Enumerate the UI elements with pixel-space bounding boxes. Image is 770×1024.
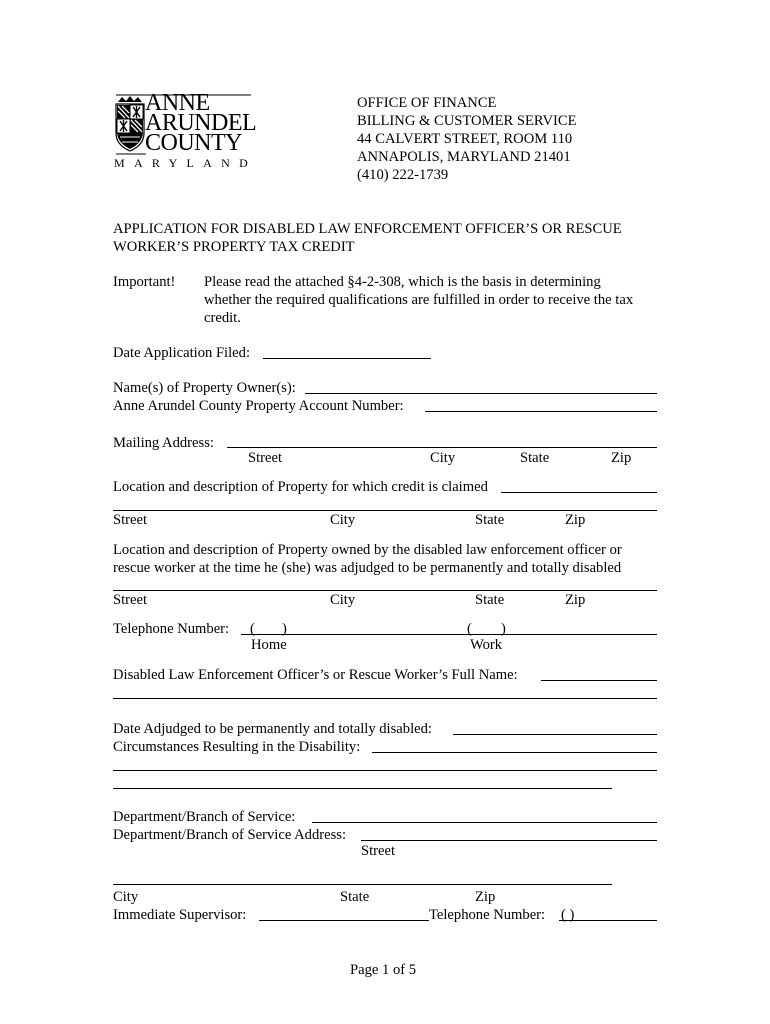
mailing-state-caption: State (520, 450, 550, 466)
home-phone-caption: Home (251, 637, 287, 653)
location-state-caption: State (475, 512, 505, 528)
circumstances-field-3[interactable] (113, 788, 612, 789)
dept-city-caption: City (113, 889, 139, 905)
page-number: Page 1 of 5 (350, 962, 417, 978)
telephone-field[interactable] (241, 634, 657, 635)
work-area-open-paren: ( (467, 621, 472, 637)
owned-zip-caption: Zip (565, 592, 586, 608)
account-number-label: Anne Arundel County Property Account Number: (113, 398, 404, 414)
location-owned-label-2: rescue worker at the time he (she) was adjudged to be permanently and totally disabled (113, 560, 622, 576)
owned-state-caption: State (475, 592, 505, 608)
logo-word-arundel: ARUNDEL (145, 110, 257, 136)
account-number-field[interactable] (425, 411, 657, 412)
important-text-2: whether the required qualifications are fulfilled in order to receive the tax (204, 292, 634, 308)
telephone-label: Telephone Number: (113, 621, 230, 637)
supervisor-label: Immediate Supervisor: (113, 907, 247, 923)
circumstances-field-2[interactable] (113, 770, 657, 771)
important-text-3: credit. (204, 310, 241, 326)
supervisor-field[interactable] (259, 920, 429, 921)
location-credit-field[interactable] (501, 492, 657, 493)
office-line-4: ANNAPOLIS, MARYLAND 21401 (357, 149, 571, 165)
owners-label: Name(s) of Property Owner(s): (113, 380, 296, 396)
county-logo (112, 90, 258, 175)
dept-state-caption: State (340, 889, 370, 905)
location-zip-caption: Zip (565, 512, 586, 528)
dept-zip-caption: Zip (475, 889, 496, 905)
home-area-close-paren: ) (282, 621, 287, 637)
dept-street-caption: Street (361, 843, 396, 859)
department-field[interactable] (312, 822, 657, 823)
supervisor-area-code: ( ) (561, 907, 575, 923)
office-line-2: BILLING & CUSTOMER SERVICE (357, 113, 577, 129)
date-adjudged-field[interactable] (453, 734, 657, 735)
mailing-address-field[interactable] (227, 447, 657, 448)
date-filed-label: Date Application Filed: (113, 345, 250, 361)
location-credit-label: Location and description of Property for which credit is claimed (113, 479, 488, 495)
logo-word-maryland: MARYLAND (114, 156, 258, 170)
owned-street-caption: Street (113, 592, 148, 608)
home-area-open-paren: ( (250, 621, 255, 637)
department-label: Department/Branch of Service: (113, 809, 296, 825)
location-owned-label-1: Location and description of Property owned by the disabled law enforcement officer or (113, 542, 622, 558)
mailing-zip-caption: Zip (611, 450, 632, 466)
supervisor-telephone-label: Telephone Number: (429, 907, 546, 923)
logo-word-anne: ANNE (145, 90, 210, 116)
mailing-city-caption: City (430, 450, 456, 466)
mailing-street-caption: Street (248, 450, 283, 466)
full-name-field[interactable] (541, 680, 657, 681)
date-adjudged-label: Date Adjudged to be permanently and totally disabled: (113, 721, 432, 737)
important-label: Important! (113, 274, 176, 290)
circumstances-label: Circumstances Resulting in the Disability: (113, 739, 361, 755)
form-title-line-1: APPLICATION FOR DISABLED LAW ENFORCEMENT OFFICER’S OR RESCUE (113, 221, 622, 237)
date-filed-field[interactable] (263, 358, 431, 359)
location-street-caption: Street (113, 512, 148, 528)
office-line-1: OFFICE OF FINANCE (357, 95, 497, 111)
department-address-label: Department/Branch of Service Address: (113, 827, 347, 843)
office-phone: (410) 222-1739 (357, 167, 449, 183)
full-name-label: Disabled Law Enforcement Officer’s or Rescue Worker’s Full Name: (113, 667, 518, 683)
work-area-close-paren: ) (501, 621, 506, 637)
owners-field[interactable] (305, 393, 657, 394)
office-line-3: 44 CALVERT STREET, ROOM 110 (357, 131, 573, 147)
location-city-caption: City (330, 512, 356, 528)
logo-word-county: COUNTY (145, 130, 242, 156)
mailing-address-label: Mailing Address: (113, 435, 214, 451)
department-address-field[interactable] (361, 840, 657, 841)
work-phone-caption: Work (470, 637, 503, 653)
owned-city-caption: City (330, 592, 356, 608)
important-text-1: Please read the attached §4-2-308, which is the basis in determining (204, 274, 601, 290)
department-address-field-2[interactable] (113, 884, 612, 885)
circumstances-field[interactable] (372, 752, 657, 753)
full-name-field-2[interactable] (113, 698, 657, 699)
form-title-line-2: WORKER’S PROPERTY TAX CREDIT (113, 239, 355, 255)
